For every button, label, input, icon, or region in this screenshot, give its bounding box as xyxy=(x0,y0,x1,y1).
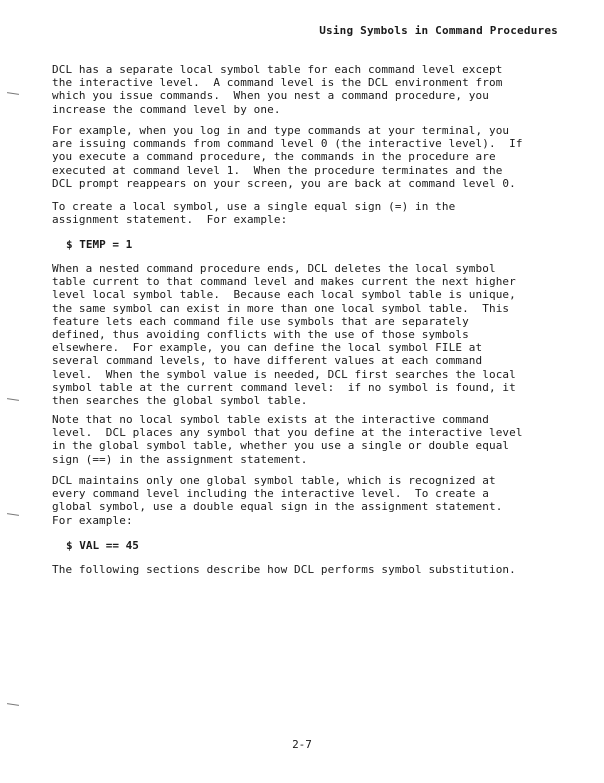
paragraph-no-interactive-local-table: Note that no local symbol table exists at the interactive command level. DCL places any symbol that you define at the interactive level in the global symbol table, whether you use a single or double equal sign (==) in the assignment statement. xyxy=(52,413,523,466)
binding-margin-mark xyxy=(7,92,19,95)
code-example-local-assignment: $ TEMP = 1 xyxy=(66,238,133,251)
paragraph-global-symbol-table: DCL maintains only one global symbol table, which is recognized at every command level including the interactive level. To create a global symbol, use a double equal sign in the assignment statement. For example: xyxy=(52,474,503,527)
running-header-title: Using Symbols in Command Procedures xyxy=(319,24,558,37)
binding-margin-mark xyxy=(7,703,19,706)
paragraph-following-sections: The following sections describe how DCL performs symbol substitution. xyxy=(52,563,516,576)
paragraph-create-local-symbol: To create a local symbol, use a single equal sign (=) in the assignment statement. For example: xyxy=(52,200,456,227)
paragraph-command-level-intro: DCL has a separate local symbol table for each command level except the interactive level. A command level is the DCL environment from which you issue commands. When you nest a command procedure, you increase the command level by one. xyxy=(52,63,503,116)
paragraph-nested-procedure-ends: When a nested command procedure ends, DCL deletes the local symbol table current to that command level and makes current the next higher level local symbol table. Because each local symbol table is unique, the same symbol can exist in more than one local symbol table. This feature lets each command file use symbols that are separately defined, thus avoiding conflicts with the use of those symbols elsewhere. For example, you can define the local symbol FILE at several command levels, to have different values at each command level. When the symbol value is needed, DCL first searches the local symbol table at the current command level: if no symbol is found, it then searches the global symbol table. xyxy=(52,262,516,408)
page-number: 2-7 xyxy=(292,738,312,751)
code-example-global-assignment: $ VAL == 45 xyxy=(66,539,139,552)
binding-margin-mark xyxy=(7,398,19,401)
paragraph-command-level-example: For example, when you log in and type commands at your terminal, you are issuing commands from command level 0 (the interactive level). If you execute a command procedure, the commands in the procedure are executed at command level 1. When the procedure terminates and the DCL prompt reappears on your screen, you are back at command level 0. xyxy=(52,124,523,190)
binding-margin-mark xyxy=(7,513,19,516)
